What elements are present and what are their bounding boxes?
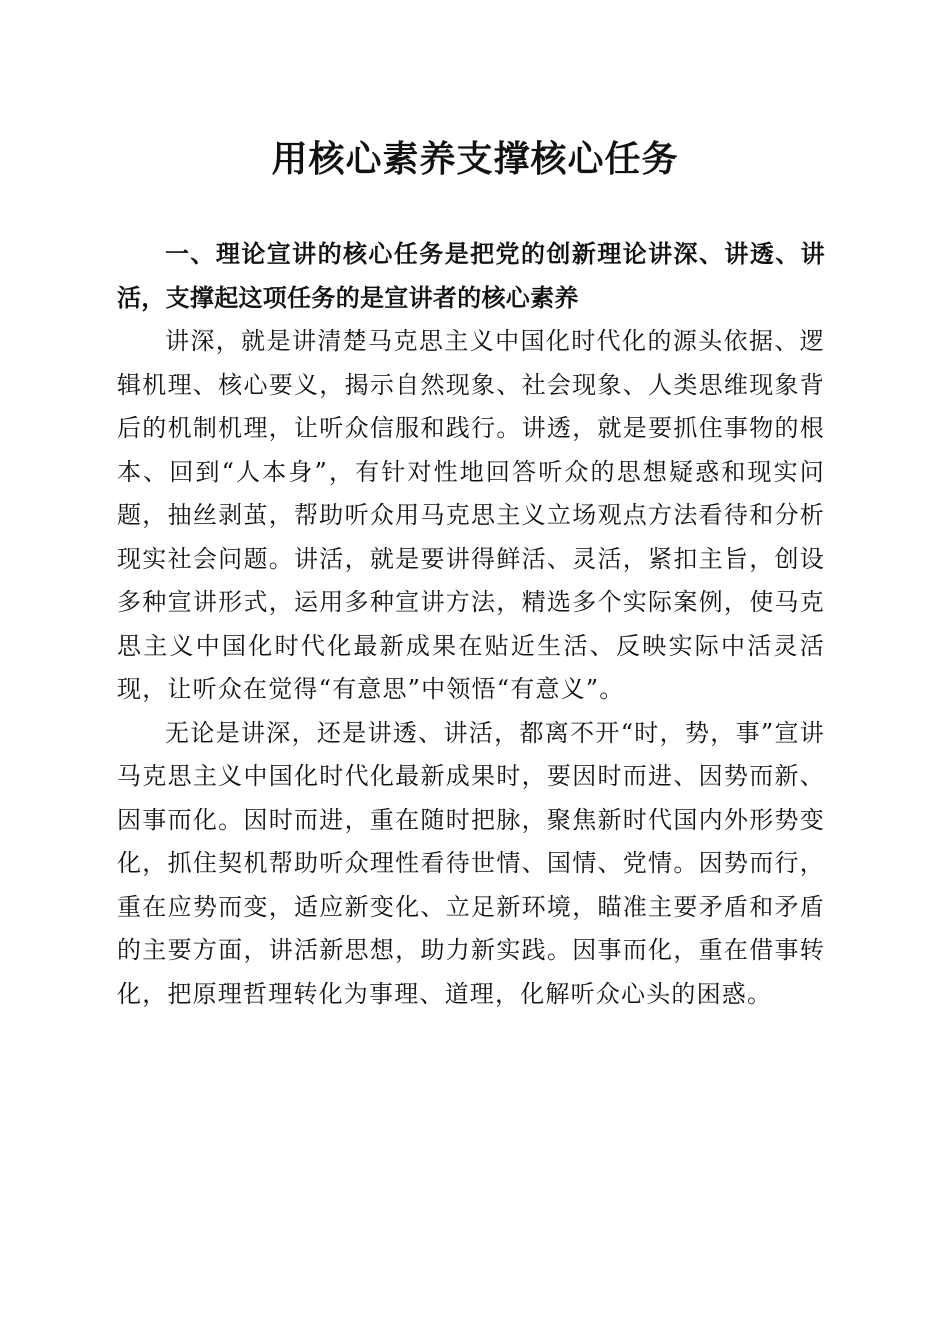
document-title: 用核心素养支撑核心任务 — [271, 138, 679, 180]
paragraph-2: 无论是讲深，还是讲透、讲活，都离不开“时，势，事”宣讲马克思主义中国化时代化最新成果时，要因时而进、因势而新、因事而化。因时而进，重在随时把脉，聚焦新时代国内外形势变化，抓住契机帮助听众理性看待世情、国情、党情。因势而行，重在应势而变，适应新变化、立足新环境，瞄准主要矛盾和矛盾的主要方面，讲活新思想，助力新实践。因事而化，重在借事转化，把原理哲理转化为事理、道理，化解听众心头的困惑。 — [117, 718, 825, 1008]
document-body — [117, 232, 825, 1016]
section-heading: 一、理论宣讲的核心任务是把党的创新理论讲深、讲透、讲活，支撑起这项任务的是宣讲者的核心素养 — [117, 240, 825, 312]
paragraph-1: 讲深，就是讲清楚马克思主义中国化时代化的源头依据、逻辑机理、核心要义，揭示自然现象、社会现象、人类思维现象背后的机制机理，让听众信服和践行。讲透，就是要抓住事物的根本、回到“人本身”，有针对性地回答听众的思想疑惑和现实问题，抽丝剥茧，帮助听众用马克思主义立场观点方法看待和分析现实社会问题。讲活，就是要讲得鲜活、灵活，紧扣主旨，创设多种宣讲形式，运用多种宣讲方法，精选多个实际案例，使马克思主义中国化时代化最新成果在贴近生活、反映实际中活灵活现，让听众在觉得“有意思”中领悟“有意义”。 — [117, 327, 825, 703]
